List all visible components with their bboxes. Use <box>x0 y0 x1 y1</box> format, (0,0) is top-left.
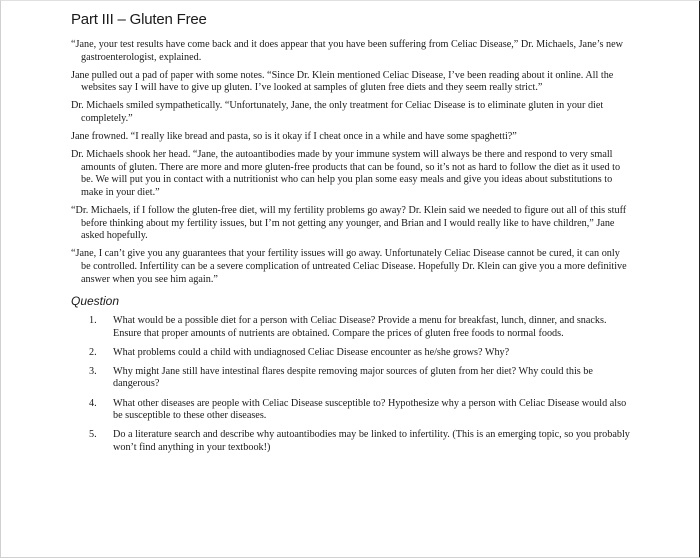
question-text: What problems could a child with undiagnosed Celiac Disease encounter as he/she grows? Why? <box>113 346 510 358</box>
section-title: Part III – Gluten Free <box>71 11 207 28</box>
question-item <box>71 429 631 454</box>
document-page <box>71 10 631 461</box>
question-text: Why might Jane still have intestinal flares despite removing major sources of gluten from her diet? Why could this be dangerous? <box>113 365 593 390</box>
question-number: 4. <box>89 397 97 409</box>
paragraph: Jane pulled out a pad of paper with some notes. “Since Dr. Klein mentioned Celiac Disease, I’ve been reading about it online. All the websites say I will have to give up gluten. I’ve looked at samples of gluten free diets and they seem really strict.” <box>71 69 614 94</box>
paragraph: Dr. Michaels smiled sympathetically. “Unfortunately, Jane, the only treatment for Celiac Disease is to eliminate gluten in your diet completely.” <box>71 100 604 124</box>
question-number: 5. <box>89 429 97 441</box>
question-item <box>71 398 631 423</box>
paragraph: “Jane, your test results have come back and it does appear that you have been suffering from Celiac Disease,” Dr. Michaels, Jane’s new gastroenterologist, explained. <box>71 39 624 63</box>
question-number: 2. <box>89 346 97 358</box>
question-number: 3. <box>89 365 97 377</box>
question-text: What other diseases are people with Celiac Disease susceptible to? Hypothesize why a person with Celiac Disease would also be susceptible to these other diseases. <box>113 397 627 422</box>
question-item <box>71 366 631 391</box>
paragraph: Dr. Michaels shook her head. “Jane, the autoantibodies made by your immune system will always be there and respond to very small amounts of gluten. There are more and more gluten-free products that can be found, so it’s not as hard to follow the diet as it used to be. We will put you in contact with a nutritionist who can help you plan some easy meals and give you ideas about substitutions to make in your diet.” <box>71 149 621 198</box>
question-number: 1. <box>89 315 97 327</box>
question-heading: Question <box>71 294 120 309</box>
question-item <box>71 315 631 340</box>
question-item <box>71 347 631 360</box>
paragraph: “Jane, I can’t give you any guarantees that your fertility issues will go away. Unfortunately Celiac Disease cannot be cured, it can only be controlled. Infertility can be a severe complication of untreated Celiac Disease. Hopefully Dr. Klein can give you a more definitive answer when you see him again.” <box>71 248 627 285</box>
question-text: Do a literature search and describe why autoantibodies may be linked to infertility. (This is an emerging topic, so you probably won’t find anything in your textbook!) <box>113 429 630 453</box>
paragraph: “Dr. Michaels, if I follow the gluten-free diet, will my fertility problems go away? Dr. Klein said we needed to figure out all of this stuff before thinking about my fertility issues, but I’m not getting any younger, and Brian and I would really like to have children,” Jane asked hopefully. <box>71 205 627 242</box>
paragraph: Jane frowned. “I really like bread and pasta, so is it okay if I cheat once in a while and have some spaghetti?” <box>71 131 517 143</box>
question-list <box>71 315 631 454</box>
question-text: What would be a possible diet for a person with Celiac Disease? Provide a menu for breakfast, lunch, dinner, and snacks. Ensure that proper amounts of nutrients are obtained. Compare the prices of gluten free foods to normal foods. <box>113 315 607 339</box>
